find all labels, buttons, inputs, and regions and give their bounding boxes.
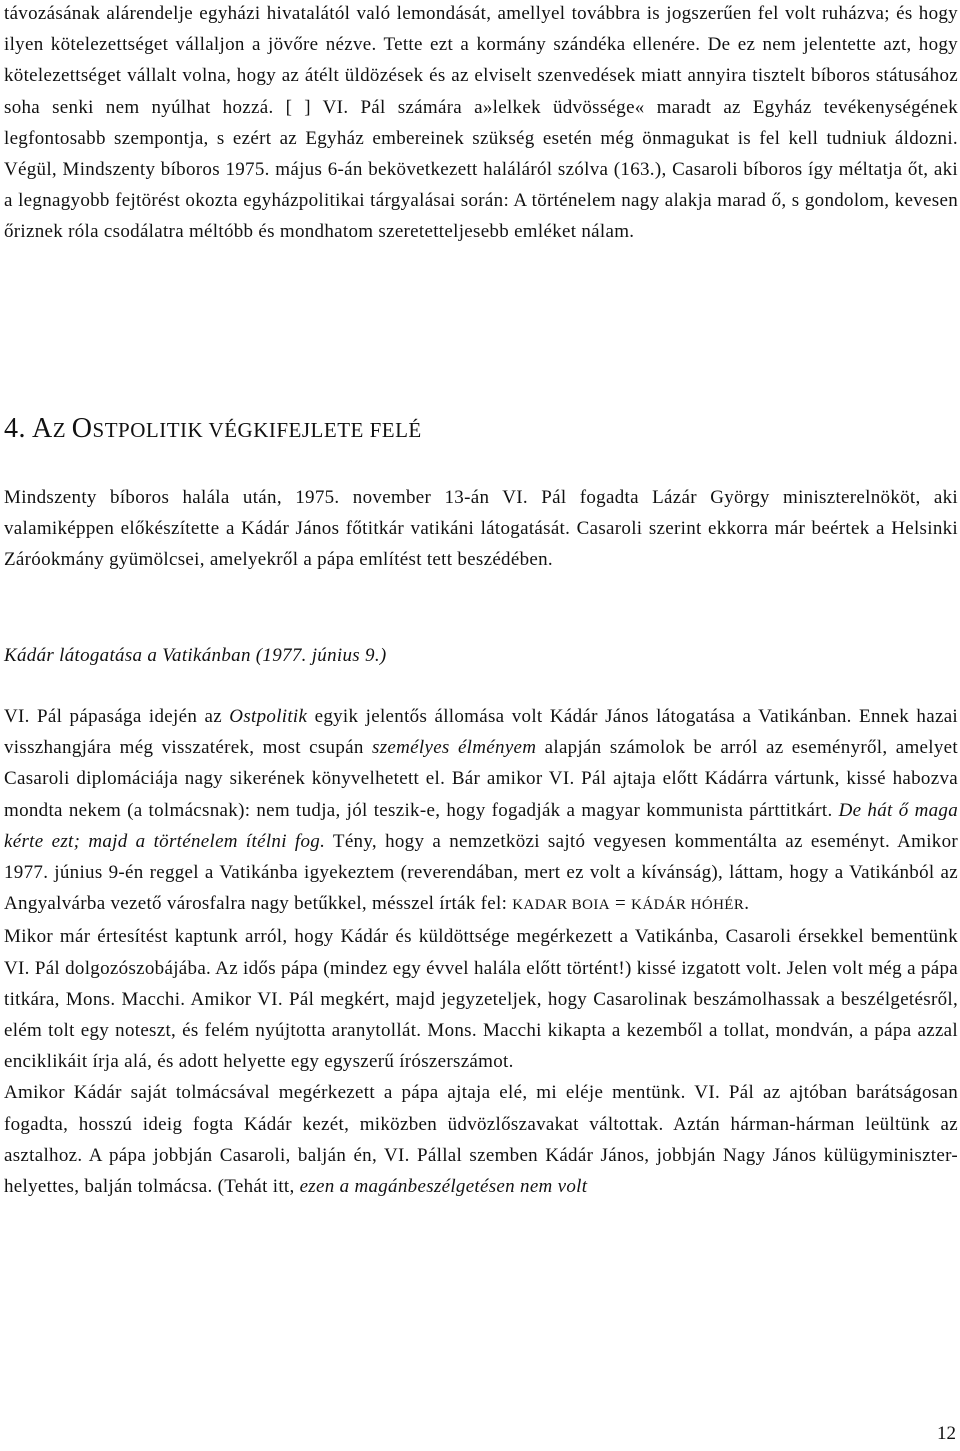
main-body: [4, 701, 958, 1202]
amikor-italic: ezen a magánbeszélgetésen nem volt: [299, 1176, 588, 1198]
main-text-4: Tény, hogy a nemzetközi sajtó vegyesen kommentálta az eseményt. Amikor 1977. június 9-én reggel a Vatikánba igyekeztem (reverendában, mert ez volt a kívánság), láttam, hogy a Vatikánból az Angyalvárba vezető városfalra nagy betűkkel, mésszel írták fel:: [4, 830, 959, 915]
graffiti-text-1: KADAR BOIA: [512, 897, 610, 914]
continuation-text-1: távozásának alárendelje egyházi hivatalától való lemondását, amellyel továbbra is jogszerűen fel volt ruházva; és hogy ilyen kötelezettséget vállaljon a jövőre nézve. Tette ezt a kormány szándéka ellenére. De ez nem jelentette azt, hogy kötelezettséget vállalt volna, hogy az átélt üldözések és az elviselt szenvedések miatt annyira tisztelt bíboros státusához soha senki nem nyúlhat hozzá. [ ] VI. Pál számára a»lelkek üdvössége« maradt az Egyház tevékenységének legfontosabb szempontja, s ezért az Egyház embereinek szükség esetén még önmagukat is fel kell tudniuk áldozni.: [4, 3, 958, 149]
heading-cap-2: O: [71, 413, 93, 444]
graffiti-text-2: KÁDÁR HÓHÉR: [631, 897, 745, 914]
main-text-3: alapján számolok be arról az eseményről, amelyet Casaroli diplomáciája nagy sikerének könyvelhetett el. Bár amikor VI. Pál ajtaja előtt Kádárra vártunk, kissé habozva mondta nekem (a tolmácsnak): nem tudja, jól teszik-e, hogy fogadják a magyar kommunista párttitkárt.: [4, 737, 958, 821]
main-text-5: =: [610, 893, 632, 915]
mikor-paragraph: Mikor már értesítést kaptunk arról, hogy Kádár és küldöttsége megérkezett a Vatikánba, Casaroli érsekkel bementünk VI. Pál dolgozószobájába. Az idős pápa (mindez egy évvel halála előtt történt!) kissé izgatott volt. Jelen volt még a pápa titkára, Mons. Macchi. Amikor VI. Pál megkért, majd jegyzeteljek, hogy Casarolinak beszámolhassak a beszélgetésről, elém tolt egy noteszt, és felém nyújtotta aranytollát. Mons. Macchi kikapta a kezemből a tollat, mondván, a pápa azzal enciklikáit írja alá, és adott helyette egy egyszerű írószerszámot.: [4, 926, 958, 1073]
section-heading: [4, 413, 422, 445]
main-italic-personal: személyes élményem: [372, 737, 537, 759]
mindszenty-paragraph: Mindszenty bíboros halála után, 1975. november 13-án VI. Pál fogadta Lázár György miniszterelnököt, aki valamiképpen előkészítette a Kádár János főtitkár vatikáni látogatását. Casaroli szerint ekkorra már beértek a Helsinki Záróokmány gyümölcsei, amelyekről a pápa említést tett beszédében.: [4, 487, 958, 571]
heading-cap-1: A: [31, 413, 53, 444]
main-paragraph: [4, 701, 958, 921]
main-text-1: VI. Pál pápasága idején az: [4, 706, 230, 727]
heading-rest-2: STPOLITIK VÉGKIFEJLETE FELÉ: [92, 418, 422, 442]
continuation-text-2: Végül, Mindszenty bíboros 1975. május 6-án bekövetkezett haláláról szólva (163.), Casaroli bíboros így méltatja őt, aki a legnagyobb fejtörést okozta egyházpolitikai tárgyalásai során: A történelem nagy alakja marad ő, s gondolom, kevesen őriznek róla csodálatra méltóbb és mondhatom szeretetteljesebb emléket nálam.: [4, 159, 958, 243]
main-text-6: .: [744, 893, 750, 915]
continuation-paragraph: [4, 0, 958, 248]
amikor-paragraph: [4, 1077, 958, 1202]
heading-rest-1: Z: [52, 418, 72, 442]
main-text-2: egyik jelentős állomása volt Kádár János látogatása a Vatikánban. Ennek hazai visszhangjára még visszatérek, most csupán: [4, 706, 959, 759]
amikor-text: Amikor Kádár saját tolmácsával megérkezett a pápa ajtaja elé, mi eléje mentünk. VI. Pál az ajtóban barátságosan fogadta, hosszú ideig fogta Kádár kezét, miközben üdvözlőszavakat váltottak. Aztán hárman-hárman leültünk az asztalhoz. A pápa jobbján Casaroli, balján én, VI. Pállal szemben Kádár János, jobbján Nagy János külügyminiszter-helyettes, balján tolmácsa. (Tehát itt,: [4, 1082, 958, 1198]
main-italic-quote: De hát ő maga kérte ezt; majd a történelem ítélni fog.: [4, 799, 958, 852]
page-number: 12: [937, 1423, 956, 1444]
section-number: 4.: [4, 413, 32, 444]
main-italic-ostpolitik: Ostpolitik: [229, 706, 308, 727]
subheading: Kádár látogatása a Vatikánban (1977. június 9.): [4, 645, 387, 666]
